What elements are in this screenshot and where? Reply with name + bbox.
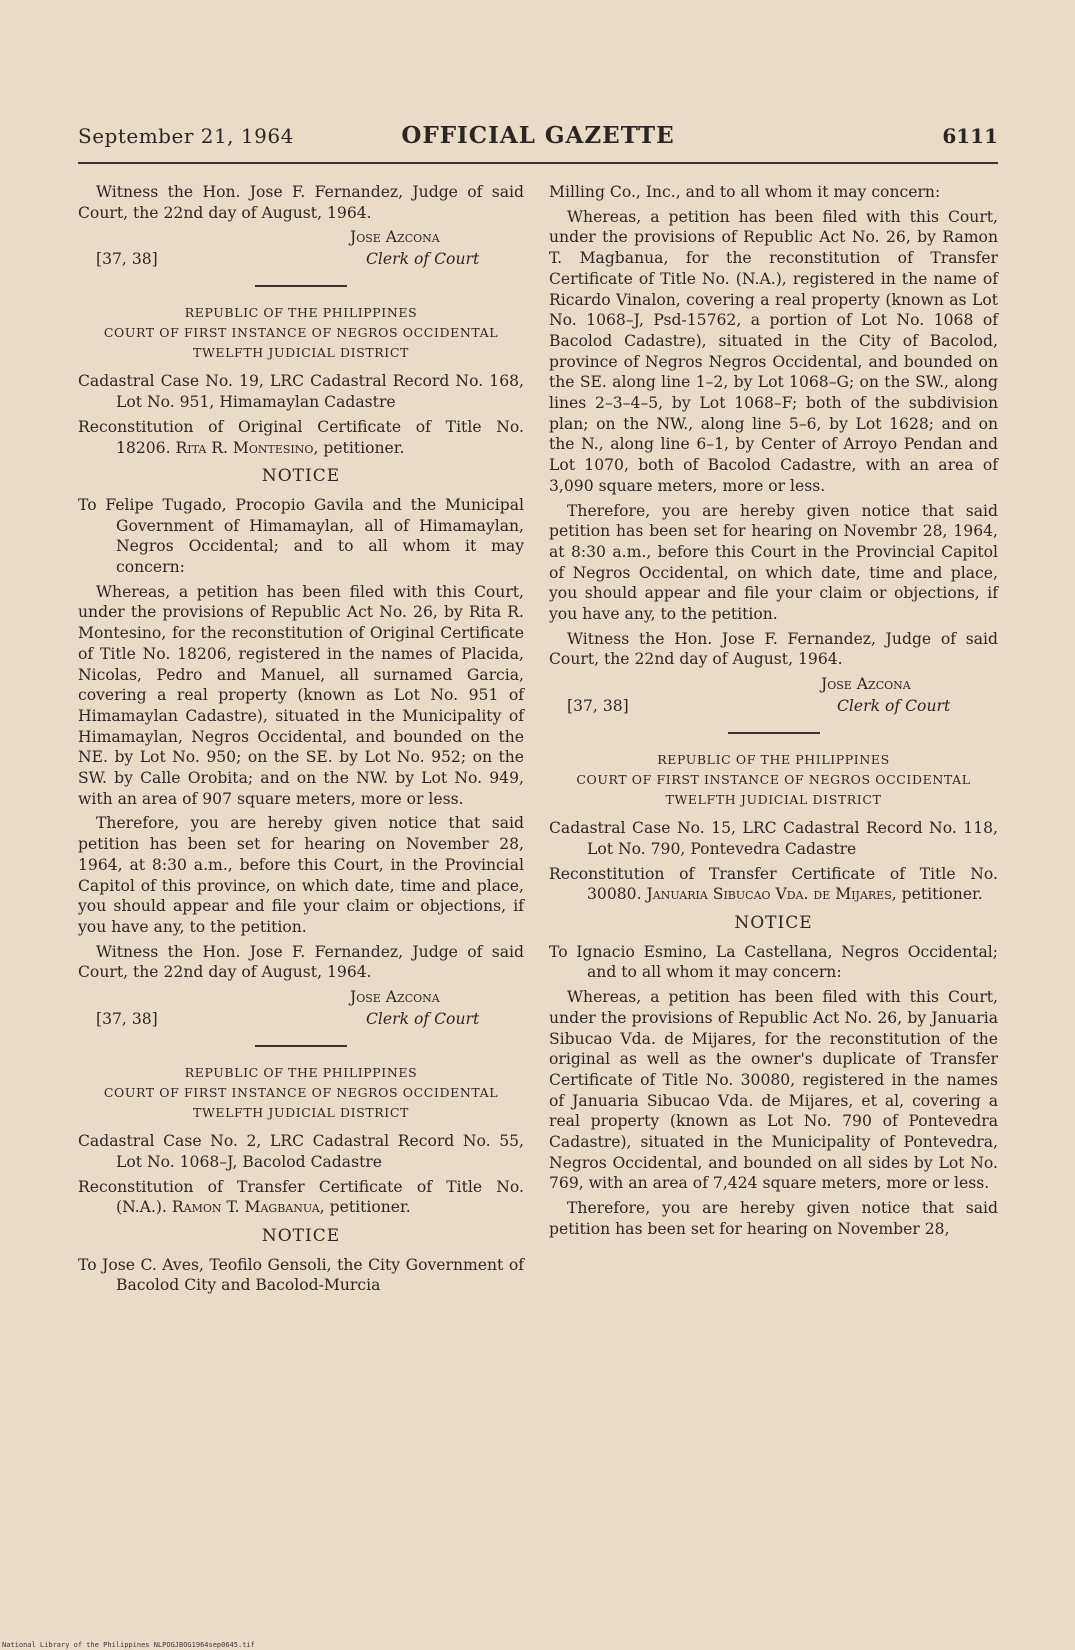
whereas-paragraph: Whereas, a petition has been filed with this Court, under the provisions of Republic Act No. 26, by Januaria Sibucao Vda. de Mijares, for the reconstitution of the original as well as the owner's duplicate of Transfer Certificate of Title No. 30080, registered in the names of Januaria Sibucao Vda. de Mijares, et al, covering a real property (known as Lot No. 790 of Pontevedra Cadastre), situated in the Municipality of Pontevedra, Negros Occidental, and bounded on all sides by Lot No. 769, with an area of 7,424 square meters, more or less. xyxy=(549,988,998,1193)
whereas-paragraph: Whereas, a petition has been filed with this Court, under the provisions of Republic Act No. 26, by Rita R. Montesino, for the reconstitution of Original Certificate of Title No. 18206, registered in the names of Placida, Nicolas, Pedro and Manuel, all surnamed Garcia, covering a real property (known as Lot No. 951 of Himamaylan Cadastre), situated in the Municipality of Himamaylan, Negros Occidental, and bounded on the NE. by Lot No. 950; on the SE. by Lot No. 952; on the SW. by Calle Orobita; and on the NW. by Lot No. 949, with an area of 907 square meters, more or less. xyxy=(78,582,524,808)
signature-block xyxy=(78,987,524,1031)
witness-paragraph: Witness the Hon. Jose F. Fernandez, Judge of said Court, the 22nd day of August, 1964. xyxy=(78,942,524,982)
reference-number: [37, 38] xyxy=(96,1010,158,1029)
header-title: OFFICIAL GAZETTE xyxy=(401,122,675,149)
court-heading xyxy=(549,750,998,810)
section-divider xyxy=(255,285,347,287)
reference-number: [37, 38] xyxy=(96,250,158,269)
petitioner-name: Rita R. Montesino xyxy=(175,438,314,457)
petitioner-suffix: , petitioner. xyxy=(319,1198,411,1217)
signatory-name: Jose Azcona xyxy=(350,228,440,247)
petitioner-suffix: , petitioner. xyxy=(313,438,405,457)
page-header xyxy=(78,124,998,154)
addressee-paragraph: To Felipe Tugado, Procopio Gavila and the Municipal Government of Himamaylan, all of Himamaylan, Negros Occidental; and to all whom it may concern: xyxy=(78,495,524,577)
whereas-paragraph: Whereas, a petition has been filed with this Court, under the provisions of Republic Act No. 26, by Ramon T. Magbanua, for the reconstitution of Transfer Certificate of Title No. (N.A.), registered in the name of Ricardo Vinalon, covering a real property (known as Lot No. 1068–J, Psd-15762, a portion of Lot No. 1068 of Bacolod Cadastre), situated in the City of Bacolod, province of Negros Negros Occidental, and bounded on the SE. along line 1–2, by Lot 1068–G; on the SW., along lines 2–3–4–5, by Lot 1068–F; both of the subdivision plan; on the NW., along line 5–6, by Lot 1628; and on the N., along line 6–1, by Center of Arroyo Pendan and Lot 1070, both of Bacolod Cadastre, with an area of 3,090 square meters, more or less. xyxy=(549,207,998,495)
witness-paragraph: Witness the Hon. Jose F. Fernandez, Judge of said Court, the 22nd day of August, 1964. xyxy=(78,183,524,222)
therefore-paragraph: Therefore, you are hereby given notice that said petition has been set for hearing on November 28, xyxy=(549,1199,998,1238)
notice-title: NOTICE xyxy=(261,466,341,487)
court-line: COURT OF FIRST INSTANCE OF NEGROS OCCIDENTAL xyxy=(103,325,499,341)
header-date: September 21, 1964 xyxy=(78,124,294,148)
court-line: REPUBLIC OF THE PHILIPPINES xyxy=(184,1065,418,1081)
signature-block xyxy=(549,674,998,718)
section-divider xyxy=(255,1045,347,1047)
section-divider xyxy=(728,732,820,734)
signatory-role: Clerk of Court xyxy=(366,1010,480,1029)
petitioner-name: Ramon T. Magbanua xyxy=(171,1198,320,1217)
reconstitution-line xyxy=(78,417,524,458)
case-line: Cadastral Case No. 2, LRC Cadastral Record No. 55, Lot No. 1068–J, Bacolod Cadastre xyxy=(78,1132,524,1171)
signatory-name: Jose Azcona xyxy=(350,988,440,1007)
reconstitution-line xyxy=(78,1177,524,1218)
reconstitution-text: Reconstitution of Transfer Certificate of Title No. (N.A.). xyxy=(78,1177,524,1217)
court-line: TWELFTH JUDICIAL DISTRICT xyxy=(193,1105,409,1121)
header-page-number: 6111 xyxy=(942,124,998,148)
therefore-paragraph: Therefore, you are hereby given notice that said petition has been set for hearing on November 28, 1964, at 8:30 a.m., before this Court, in the Provincial Capitol of this province, on which date, time and place, you should appear and file your claim or objections, if you have any, to the petition. xyxy=(78,814,524,936)
scan-footer: National Library of the Philippines NLPOGJBOG1964sep0645.tif xyxy=(2,1641,255,1649)
court-line: REPUBLIC OF THE PHILIPPINES xyxy=(657,752,890,768)
court-line: COURT OF FIRST INSTANCE OF NEGROS OCCIDENTAL xyxy=(576,772,971,788)
addressee-paragraph: To Ignacio Esmino, La Castellana, Negros Occidental; and to all whom it may concern: xyxy=(549,942,998,982)
right-column xyxy=(549,182,998,1244)
signature-block xyxy=(78,227,524,271)
court-line: REPUBLIC OF THE PHILIPPINES xyxy=(184,305,418,321)
reconstitution-text: Reconstitution of Original Certificate of Title No. 18206. xyxy=(78,417,524,457)
court-line: TWELFTH JUDICIAL DISTRICT xyxy=(193,345,409,361)
therefore-paragraph: Therefore, you are hereby given notice that said petition has been set for hearing on Novembr 28, 1964, at 8:30 a.m., before this Court in the Provincial Capitol of Negros Occidental, on which date, time and place, you should appear and file your claim or objections, if you have any, to the petition. xyxy=(549,501,998,624)
signatory-name: Jose Azcona xyxy=(821,675,911,694)
addressee-paragraph: To Jose C. Aves, Teofilo Gensoli, the City Government of Bacolod City and Bacolod-Murcia xyxy=(78,1255,524,1295)
petitioner-suffix: , petitioner. xyxy=(891,885,983,904)
case-line: Cadastral Case No. 15, LRC Cadastral Record No. 118, Lot No. 790, Pontevedra Cadastre xyxy=(549,819,998,858)
signatory-role: Clerk of Court xyxy=(837,697,951,716)
witness-paragraph: Witness the Hon. Jose F. Fernandez, Judge of said Court, the 22nd day of August, 1964. xyxy=(549,629,998,669)
court-heading xyxy=(78,1063,524,1123)
signatory-role: Clerk of Court xyxy=(366,250,480,269)
case-line: Cadastral Case No. 19, LRC Cadastral Record No. 168, Lot No. 951, Himamaylan Cadastre xyxy=(78,372,524,412)
header-rule xyxy=(78,162,998,164)
court-line: TWELFTH JUDICIAL DISTRICT xyxy=(665,792,882,808)
addressee-continuation: Milling Co., Inc., and to all whom it may concern: xyxy=(549,183,941,201)
notice-title: NOTICE xyxy=(261,1225,341,1246)
reconstitution-line xyxy=(549,864,998,905)
court-heading xyxy=(78,303,524,363)
petitioner-name: Januaria Sibucao Vda. de Mijares xyxy=(646,885,892,904)
reference-number: [37, 38] xyxy=(567,697,629,716)
court-line: COURT OF FIRST INSTANCE OF NEGROS OCCIDENTAL xyxy=(103,1085,499,1101)
reconstitution-text: Reconstitution of Transfer Certificate of Title No. 30080. xyxy=(549,864,998,904)
left-column xyxy=(78,182,524,1300)
notice-title: NOTICE xyxy=(734,912,813,933)
